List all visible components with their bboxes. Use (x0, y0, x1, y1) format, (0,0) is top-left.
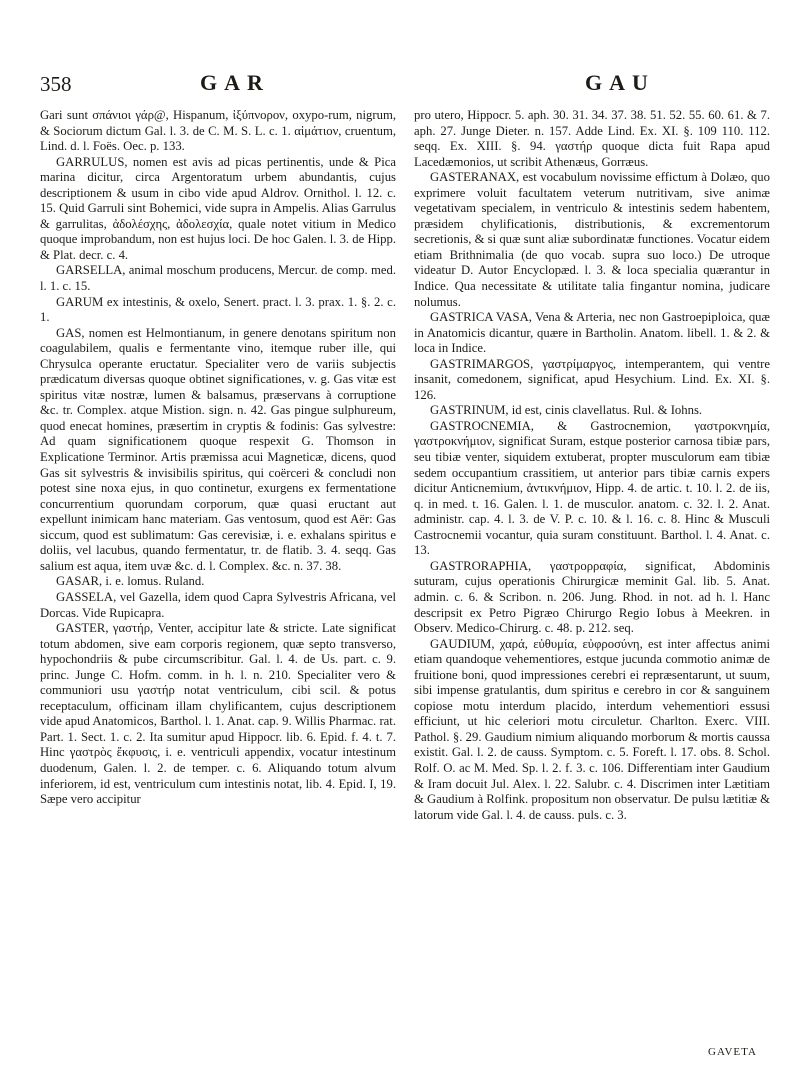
entry-gastrica-vasa: GASTRICA VASA, Vena & Arteria, nec non Gastroepiploica, quæ in Anatomicis dicantur, quære in Bartholin. Anatom. libell. 1. & 2. & loca in Indice. (414, 310, 770, 356)
entry-gastrocnemia: GASTROCNEMIA, & Gastrocnemion, γαστροκνημία, γαστροκνήμιον, significat Suram, estque posterior carnosa tibiæ pars, seu tibiæ venter, siquidem extuberat, propter musculorum eam tibiæ sedem occupantium crassitiem, ut anterior pars tibiæ carnis expers dicitur Anticnemium, ἀντικνήμιον, Hipp. 4. de artic. t. 10. l. 2. de iis, q. in med. t. 16. Galen. l. 1. de musculor. anatom. c. 32. l. 2. Anat. administr. cap. 4. l. 3. de V. P. c. 10. & l. 16. c. 8. Hinc & Musculi Castrocnemii vocantur, quia suram constituunt. Barthol. l. 4. Anat. c. 13. (414, 418, 770, 558)
entry-gaster: GASTER, γαστήρ, Venter, accipitur late & stricte. Late significat totum abdomen, sive eam corporis regionem, quæ septo transverso, hypochondriis & pube circumscribitur. Gal. l. 4. de Us. part. c. 9. princ. Junge C. Hofm. comm. in h. l. n. 210. Specialiter vero & communiori usu γαστήρ notat ventriculum, cibi scil. & potus receptaculum, officinam illam chylificantem, cujus descriptionem vide apud Anatomicos, Barthol. l. 1. Anat. cap. 9. Willis Pharmac. rat. Part. 1. Sect. 1. c. 2. Ita sumitur apud Hippocr. lib. 6. Epid. f. 4. t. 7. Hinc γαστρὸς ἔκφυσις, i. e. ventriculi appendix, vocatur intestinum duodenum, Galen. l. 2. de temper. c. 6. Aliquando totum alvum inferiorem, id est, ventriculum cum intestinis notat, lib. 4. Epid. I, 19. Sæpe vero accipitur (40, 621, 396, 807)
catchword: GAVETA (708, 1046, 757, 1058)
left-column (40, 108, 396, 808)
entry-garsella: GARSELLA, animal moschum producens, Mercur. de comp. med. l. 1. c. 15. (40, 263, 396, 294)
entry-gasteranax: GASTERANAX, est vocabulum novissime effictum à Dolæo, quo exprimere voluit facultatem veterum nutritivam, sive animæ vegetativam specialem, in ventriculo & intestinis sedem habentem, præsidem chylificationis, distributionis, & excrementorum secretionis, & si quæ sunt aliæ subordinatæ functiones. Vocatur eidem etiam Brithnimalia (de quo vocab. supra suo loco.) De utroque videatur D. Autor Encyclopæd. l. 3. & loca specialia quærantur in Indice. Qua necessitate & utilitate talia fingantur nomina, judicare nolumus. (414, 170, 770, 309)
entry-gastrinum: GASTRINUM, id est, cinis clavellatus. Rul. & Iohns. (430, 403, 703, 418)
entry-garum: GARUM ex intestinis, & oxelo, Senert. pract. l. 3. prax. 1. §. 2. c. 1. (40, 294, 396, 325)
left-running-head: GAR (200, 70, 270, 95)
entry-gaudium: GAUDIUM, χαρά, εὐθυμία, εὐφροσύνη, est inter affectus animi etiam quandoque vehementiores, estque jucunda commotio animæ de fruitione boni, quod impressiones cerebri ei repræsentarunt, ut suum, sibi impense gratulantis, dum spiritus e cerebro in cor & sanguinem copiose motu interdum placido, interdum vehementiori essusi efficiunt, ut hic celeriori motu circuletur. Charlton. Exerc. VIII. Pathol. §. 29. Gaudium nimium aliquando morborum & mortis caussa existit. Gal. l. 2. de causs. Symptom. c. 5. Foreft. l. 17. obs. 8. Schol. Rolf. O. ac M. Med. Sp. l. 2. f. 3. c. 106. Differentiam inter Gaudium & Iram docuit Jul. Alex. l. 22. Salubr. c. 4. Discrimen inter Lætitiam & Gaudium à Rolfink. propositum non observatur. De pulsu lætitiæ & latorum vide Gal. l. 4. de causs. puls. c. 3. (414, 636, 770, 822)
entry-gasar: GASAR, i. e. lomus. Ruland. (56, 574, 205, 589)
entry-gastrimargos: GASTRIMARGOS, γαστρίμαργος, intemperantem, qui ventre insanit, comedonem, significat, apud Hesychium. Lind. Ex. XI. §. 126. (414, 356, 770, 402)
entry-continuation: Gari sunt σπάνιοι γάρ@, Hispanum, ἰξύπνορον, oxypo-rum, nigrum, & Sociorum dictum Gal. l. 3. de C. M. S. L. c. 1. αἱμάτιον, cruentum, Lind. d. l. Foës. Oec. p. 133. (40, 108, 396, 154)
entry-gastroraphia: GASTRORAPHIA, γαστρορραφία, significat, Abdominis suturam, cujus operationis Chirurgicæ meminit Gal. lib. 5. Anat. admin. c. 6. & Scribon. n. 206. Jung. Rhod. in not. ad h. l. Hanc descripsit ex Petro Pigræo Chirurgo Regio Iobus à Meekren. in Observ. Medico-Chirurg. c. 48. p. 212. seq. (414, 558, 770, 636)
entry-gas: GAS, nomen est Helmontianum, in genere denotans spiritum non coagulabilem, qualis e fermentante vino, itemque ruber ille, qui Chrysulca operante eructatur. Specialiter vero de variis subjectis prædicatum diversas quoque obtinet significationes, v. g. Gas vitæ est spiritus vitæ nostræ, lumen & balsamus, præservans à corruptione &c. tr. Complex. atque Mistion. sign. n. 42. Gas pingue sulphureum, quod enecat homines, præsertim in cryptis & fodinis: Gas sylvestre: Ad quam significationem quoque respexit G. Thomson in Explicatione Terminor. Artis præmissa acui Magneticæ, dicens, quod Gas sit sylvestris & invisibilis spiritus, qui coërceri & concludi non potest sine noxa ejus, in quo continetur, exurgens ex fermentatione concurrentium quorundam corporum, quæ quasi eructant aut expellunt inimicam hanc materiam. Gas ventosum, quod est Aër: Gas siccum, quod est sublimatum: Gas cerevisiæ, i. e. exhalans spiritus e doliis, vel lacubus, quando fermentatur, tr. de flatib. 3. 4. seqq. Gas salium est aqua, item uvæ &c. d. l. Complex. &c. n. 37. 38. (40, 325, 396, 573)
entry-continuation: pro utero, Hippocr. 5. aph. 30. 31. 34. 37. 38. 51. 52. 55. 60. 61. & 7. aph. 27. Junge Dieter. n. 157. Adde Lind. Ex. XI. §. 109 110. 112. seqq. Ex. XIII. §. 94. γαστήρ quoque dicta fuit Rapa apud Lacedæmonios, ut scribit Athenæus, Gorræus. (414, 108, 770, 169)
page-header (40, 70, 770, 100)
page-number: 358 (40, 72, 72, 96)
entry-garrulus: GARRULUS, nomen est avis ad picas pertinentis, unde & Pica marina dicitur, circa Argentoratum urbem abundantis, cujus descriptionem & usum in cibo vide apud Aldrov. Ornithol. l. 12. c. 15. Quid Garruli sint Bohemici, vide supra in Ampelis. Alias Garrulus & garrulitas, ἀδολέσχης, ἀδολεσχία, quale notet vitium in Medico quoque improbandum, non est hujus loci. De hoc Galen. l. 3. de Hipp. & Plat. decr. c. 4. (40, 154, 396, 262)
right-column (414, 108, 770, 823)
entry-gassela: GASSELA, vel Gazella, idem quod Capra Sylvestris Africana, vel Dorcas. Vide Rupicapra. (40, 589, 396, 620)
right-running-head: GAU (585, 70, 655, 95)
